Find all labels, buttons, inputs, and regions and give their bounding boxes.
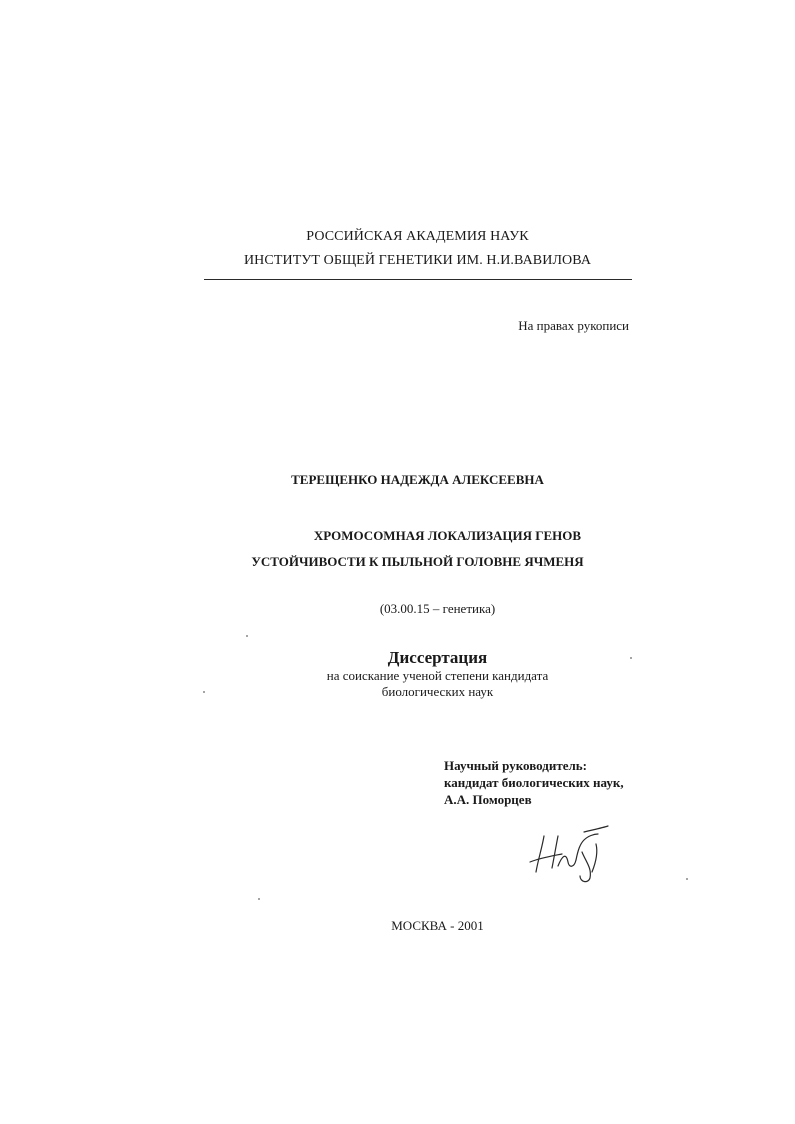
thesis-description-line-1: на соискание ученой степени кандидата — [326, 668, 549, 683]
handwritten-signature — [522, 822, 614, 886]
institute-name: ИНСТИТУТ ОБЩЕЙ ГЕНЕТИКИ ИМ. Н.И.ВАВИЛОВА — [243, 253, 592, 268]
supervisor-label: Научный руководитель: — [444, 758, 587, 773]
scan-speck — [630, 657, 632, 659]
rights-note: На правах рукописи — [518, 318, 629, 333]
specialty-code: (03.00.15 – генетика) — [379, 601, 496, 616]
city-year: МОСКВА - 2001 — [391, 918, 484, 933]
supervisor-name: А.А. Поморцев — [444, 792, 532, 807]
thesis-type: Диссертация — [387, 648, 488, 667]
supervisor-degree: кандидат биологических наук, — [444, 775, 624, 790]
scan-speck — [246, 635, 248, 637]
scan-speck — [686, 878, 688, 880]
scan-speck — [258, 898, 260, 900]
header-divider — [204, 279, 632, 280]
academy-name: РОССИЙСКАЯ АКАДЕМИЯ НАУК — [306, 229, 529, 244]
author-name: ТЕРЕЩЕНКО НАДЕЖДА АЛЕКСЕЕВНА — [291, 472, 544, 487]
thesis-description-line-2: биологических наук — [381, 684, 494, 699]
scan-speck — [203, 691, 205, 693]
thesis-title-line-2: УСТОЙЧИВОСТИ К ПЫЛЬНОЙ ГОЛОВНЕ ЯЧМЕНЯ — [251, 554, 584, 569]
thesis-title-line-1: ХРОМОСОМНАЯ ЛОКАЛИЗАЦИЯ ГЕНОВ — [313, 528, 582, 543]
